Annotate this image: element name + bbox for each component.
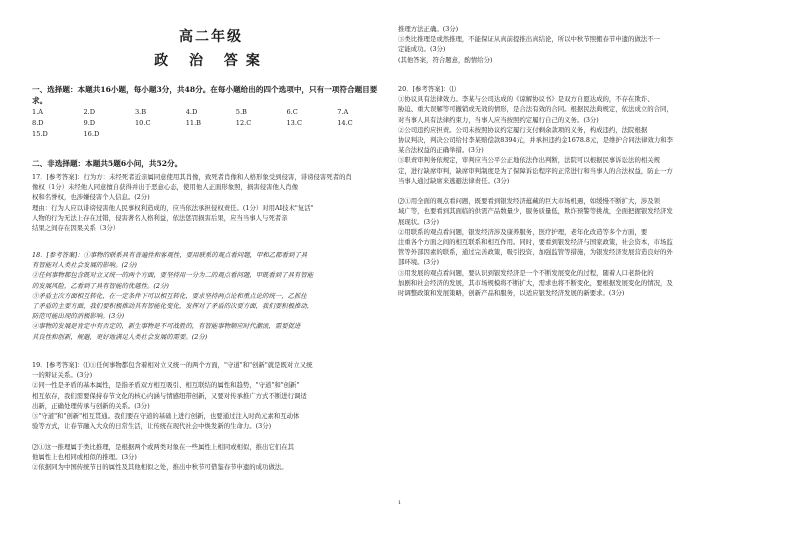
answer-line: ①协议具有法律效力。李某与公司达成的《谅解协议书》是双方自愿达成的，不存在欺诈、 bbox=[398, 95, 654, 104]
answer-item: 9.D bbox=[83, 118, 96, 127]
page-title: 高二年级 bbox=[179, 29, 243, 45]
part1-heading: 一、选择题：本题共16小题，每小题3分，共48分。在每小题给出的四个选项中，只有一项符合题目要求。 bbox=[32, 85, 378, 105]
answer-row bbox=[32, 117, 388, 128]
answer-item: 13.C bbox=[286, 118, 303, 127]
answer-line: 有智能对人类社会发展的影响。(2分) bbox=[32, 261, 137, 270]
answer-item: 3.B bbox=[134, 107, 147, 116]
answer-line: ⑵①用全面的观点看问题，既要看到银发经济蕴藏的巨大市场机遇，如缓慢不断扩大，涉及领 bbox=[398, 197, 661, 206]
answer-line: 出新，正确处理传承与创新的关系。(3分) bbox=[32, 401, 150, 410]
answer-line: 相互依存，我们需要保持春节文化的核心内涵与情感纽带创新，又要对传承推广方式不断进行调适 bbox=[32, 391, 307, 400]
answer-line: 结果之间存在因果关系（3分） bbox=[32, 224, 120, 233]
part2-heading: 二、非选择题：本题共5题6小问，共52分。 bbox=[32, 159, 183, 168]
part1-section bbox=[32, 84, 390, 139]
page-subtitle: 政 治 答案 bbox=[154, 53, 268, 69]
answer-line: 一的辩证关系。(3分) bbox=[32, 371, 93, 380]
q19-continued bbox=[398, 24, 770, 65]
answer-item: 7.A bbox=[337, 107, 349, 116]
answer-item: 15.D bbox=[32, 129, 48, 138]
answer-line: ②公司违约应担责。公司未按照协议约定履行支付剩余款项的义务，构成违约，法院根据 bbox=[398, 125, 648, 134]
answer-line: 他属性上也相同或相似的推理。(3分) bbox=[32, 452, 137, 461]
answer-line: 的发展风险，乙看到了具有智能的优越性。(2分) bbox=[32, 281, 169, 290]
answer-line: 定能成功。(3分) bbox=[398, 45, 446, 54]
answer-item: 10.C bbox=[134, 118, 151, 127]
left-column bbox=[32, 0, 390, 554]
answer-line: 域广等，也要看到其面临的供需产品数量少，服务质量低，欺诈预警等挑战，全面把握银发经济发 bbox=[398, 207, 673, 216]
answer-line: 管等外部因素的联系，通过完善政策，吸引投资，加强监管等措施，为银发经济发展营造良好的外 bbox=[398, 248, 673, 257]
answer-line: 对当事人具有法律约束力，当事人应当按照约定履行自己的义务。(3分) bbox=[398, 115, 599, 124]
answer-line: 权和名誉权，也涉嫌侵害个人信息。(2分) bbox=[32, 193, 150, 202]
answer-line: ②用联系的观点看问题，银发经济涉及康养服务，医疗护理，老年化改造等多个方面，要 bbox=[398, 227, 648, 236]
answer-line: 展现状。(3分) bbox=[398, 217, 440, 226]
answer-item: 2.D bbox=[83, 107, 96, 116]
answer-line: 19．[参考答案]：⑴①任何事物都包含着相对立又统一的两个方面，"守道"和"创新"就是既对立又统 bbox=[32, 361, 313, 369]
answer-line: ②依据同为中国传统节日的属性及其他相似之处，推出中秋节可借鉴春节申遗的成功做法。 bbox=[32, 463, 288, 472]
answer-line: 理由：行为人应以诽谤侵害他人民事权利造成的，应当依法承担侵权责任。(1分）对用AI技术"复活" bbox=[32, 203, 314, 212]
answer-row bbox=[32, 106, 388, 117]
answer-line: ③"守道"和"创新"相互贯通。我们要在守道的基础上进行创新，也要通过注入时尚元素和互动体 bbox=[32, 412, 300, 421]
answer-item: 4.D bbox=[185, 107, 198, 116]
answer-item: 5.B bbox=[235, 107, 247, 116]
q19-answer bbox=[32, 360, 390, 472]
answer-line: ②同一性是矛盾的基本属性，是指矛盾双方相互吸引、相互联结的属性和趋势，"守道"和"创新" bbox=[32, 381, 300, 390]
answer-item: 16.D bbox=[83, 129, 100, 138]
answer-line: 时调整政策和发展策略，创新产品和服务，以适应银发经济发展的新要求。(3分) bbox=[398, 289, 625, 298]
answer-line: 20．[参考答案]：⑴ bbox=[398, 85, 456, 93]
answer-line: 当事人通过缺席来逃避法律责任。(3分) bbox=[398, 176, 510, 185]
page-number: 1 bbox=[398, 500, 402, 506]
answer-item: 1.A bbox=[32, 107, 44, 116]
answer-line: ③用发展的观点看问题，要认识到银发经济是一个不断发展变化的过程，随着人口老龄化的 bbox=[398, 268, 654, 277]
answer-item: 8.D bbox=[32, 118, 44, 127]
answer-line: 注重各个方面之间的相互联系和相互作用。同时，要看到银发经济与国家政策，社会资本，市场监 bbox=[398, 238, 673, 247]
q18-answer bbox=[32, 250, 390, 342]
answer-line: ④事物的发展是肯定中有否定的，新生事物是不可战胜的，有智能事物顺应时代潮流，需要促进 bbox=[32, 322, 301, 331]
answer-item: 14.C bbox=[337, 118, 353, 127]
answer-line: 定，进行缺席审判，缺席审判制度是为了保障诉讼程序的正常进行和当事人的合法权益，防止一方 bbox=[398, 166, 673, 175]
answer-line: ③职责审判务依规定，审判应当公平公正地依法作出判断，法院可以根据民事诉讼法的相关规 bbox=[398, 156, 661, 165]
answer-line: ②任何事物都包含既对立又统一的两个方面，要坚持用一分为二的观点看问题，甲既看到了具有智能 bbox=[32, 271, 314, 280]
answer-line: 其良性和创新，规避，更好地满足人类社会发展的需要。(2分) bbox=[32, 332, 208, 341]
answer-line: 17．[参考答案]：行为方：未经死者近亲属同意使用其肖像，致死者肖像和人格形象受到侵害，诽谤侵害死者的肖 bbox=[32, 173, 352, 181]
answer-line: 推理方法正确。(3分) bbox=[398, 25, 459, 33]
answer-line: ③矛盾主次方面相互转化，在一定条件下可以相互转化，要求坚持两点论和重点论的统一，乙抓住 bbox=[32, 291, 307, 300]
answer-line: 防范可能出现的消极影响。(3分) bbox=[32, 312, 125, 321]
q20-answer bbox=[398, 84, 770, 298]
answer-item: 11.B bbox=[185, 118, 202, 127]
right-column bbox=[398, 0, 770, 554]
answer-line: 部环境。(3分) bbox=[398, 258, 440, 267]
answer-line: 验等方式，让春节融入大众的日常生活，让传统在现代社会中焕发新的生命力。(3分) bbox=[32, 422, 272, 431]
answer-line: 人物的行为无法上存在过错，侵害著名人格利益，依法惩罚损害后果，应当当事人与死者亲 bbox=[32, 213, 288, 222]
answer-line: 了矛盾的主要方面，我们要积极推动其有智能化变化，发挥对了矛盾的次要方面，我们要积极推动， bbox=[32, 302, 314, 311]
choice-answer-table bbox=[32, 106, 388, 139]
answer-line: 像权（1分）未经他人同意擅自获得并出于恶意心态，使用他人正面形象照，损害侵害他人肖像 bbox=[32, 183, 299, 192]
answer-line: 协议判决，判决公司给付李某赔偿款8394元，并承担违约金1678.8元，是维护合同法律效力和李 bbox=[398, 136, 674, 145]
answer-line: 18．[参考答案]：①事物的联系具有普遍性和客观性，要用联系的观点看问题，甲和乙都看到了具 bbox=[32, 251, 308, 259]
part2-section bbox=[32, 158, 390, 169]
answer-line: 加剧和社会经济的发展，其市场规模将不断扩大，需求也将不断变化，要根据发展变化的情况，及 bbox=[398, 278, 673, 287]
answer-line: ③类比推理是或然推理，不能保证从真前提推出真结论，所以中秋节照搬春节申遗的做法不一 bbox=[398, 35, 661, 44]
answer-item: 12.C bbox=[235, 118, 252, 127]
q17-answer bbox=[32, 172, 390, 233]
answer-line bbox=[32, 431, 390, 441]
answer-line: 胁迫、重大误解等可撤销或无效的情形，是合法有效的合同。根据民法典规定，依法成立的合同， bbox=[398, 105, 673, 114]
answer-line: 某合法权益的正确举措。(3分) bbox=[398, 146, 484, 155]
answer-line: ⑵①这一推理属于类比推理，是根据两个或两类对象在一些属性上相同或相似，推出它们在其 bbox=[32, 442, 295, 451]
answer-item: 6.C bbox=[286, 107, 298, 116]
answer-row bbox=[32, 128, 388, 139]
answer-line bbox=[398, 186, 770, 196]
answer-line: (其他答案，符合题意，酌情给分) bbox=[398, 55, 493, 64]
